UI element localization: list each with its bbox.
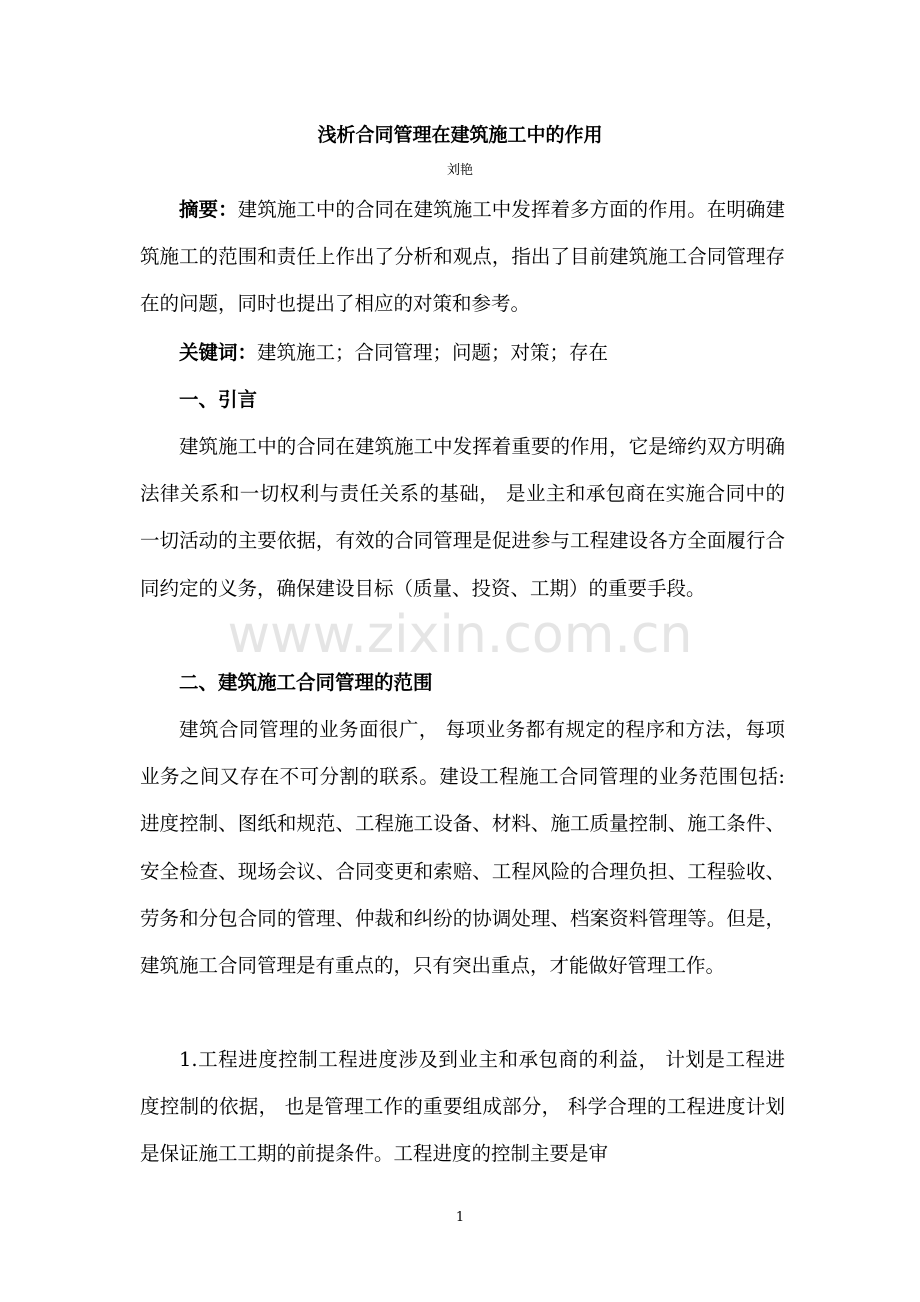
section1-heading-block (140, 376, 785, 423)
item1-body (140, 1036, 785, 1178)
section1-paragraph: 建筑施工中的合同在建筑施工中发挥着重要的作用，它是缔约双方明确法律关系和一切权利与责任关系的基础， 是业主和承包商在实施合同中的一切活动的主要依据，有效的合同管理是促进参与工程建设各方全面履行合同约定的义务，确保建设目标（质量、投资、工期）的重要手段。 (140, 435, 785, 600)
section2-heading: 二、建筑施工合同管理的范围 (179, 671, 433, 694)
watermark: www.zixin.com.cn (227, 605, 693, 665)
keywords-label: 关键词： (179, 341, 258, 364)
keywords-text: 建筑施工；合同管理；问题；对策；存在 (257, 341, 609, 364)
keywords-block (140, 329, 785, 376)
section1-heading: 一、引言 (179, 388, 258, 411)
item1-paragraph: 1.工程进度控制工程进度涉及到业主和承包商的利益， 计划是工程进度控制的依据， 也是管理工作的重要组成部分， 科学合理的工程进度计划是保证施工工期的前提条件。工程进度的控制主要是审 (140, 1048, 785, 1166)
section2-paragraph: 建筑合同管理的业务面很广， 每项业务都有规定的程序和方法，每项业务之间又存在不可分割的联系。建设工程施工合同管理的业务范围包括: 进度控制、图纸和规范、工程施工设备、材料、施工质量控制、施工条件、安全检查、现场会议、合同变更和索赔、工程风险的合理负担、工程验收、劳务和分包合同的管理、仲裁和纠纷的协调处理、档案资料管理等。但是，建筑施工合同管理是有重点的，只有突出重点，才能做好管理工作。 (140, 718, 785, 978)
abstract-block (140, 186, 785, 328)
abstract-label: 摘要： (179, 198, 238, 221)
abstract-text: 建筑施工中的合同在建筑施工中发挥着多方面的作用。在明确建筑施工的范围和责任上作出了分析和观点，指出了目前建筑施工合同管理存在的问题，同时也提出了相应的对策和参考。 (140, 198, 785, 316)
keywords-paragraph (140, 329, 785, 376)
page-number: 1 (455, 1210, 465, 1225)
section2-body (140, 706, 785, 989)
abstract-paragraph (140, 186, 785, 328)
section2-heading-block (140, 659, 785, 706)
document-author: 刘艳 (446, 163, 473, 178)
document-title: 浅析合同管理在建筑施工中的作用 (317, 124, 603, 146)
section1-body (140, 423, 785, 612)
